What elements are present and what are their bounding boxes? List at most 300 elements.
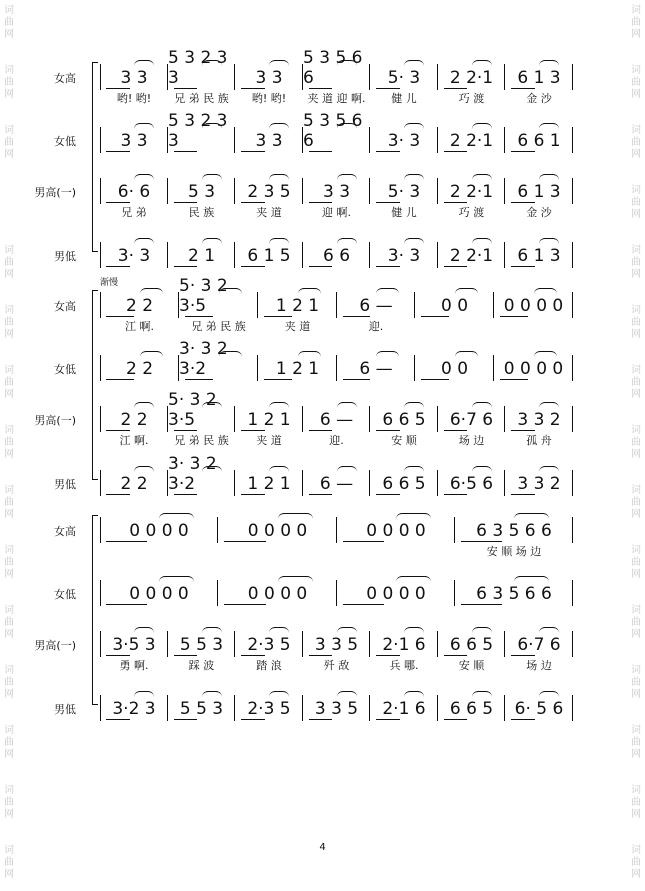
note-beam xyxy=(511,88,535,89)
note-beam xyxy=(174,430,197,431)
note-beam xyxy=(106,719,130,720)
barline xyxy=(572,292,573,318)
lyric-line: 迎. xyxy=(368,320,384,333)
note-beam xyxy=(444,430,467,431)
voice-part-label: 男高(一) xyxy=(34,186,76,199)
jianpu-notes: 2 2 xyxy=(120,474,148,494)
voice-part-label: 女高 xyxy=(54,525,76,538)
measure xyxy=(303,166,370,226)
slur-mark xyxy=(472,627,492,633)
lyric-line: 夹 道 迎 啊. xyxy=(307,92,366,105)
jianpu-notes: 1 2 1 xyxy=(275,359,320,379)
slur-mark xyxy=(404,466,424,472)
note-beam xyxy=(511,266,535,267)
slur-mark xyxy=(337,402,357,408)
watermark-group: 词 曲 网 xyxy=(4,425,14,460)
watermark-group: 词 曲 网 xyxy=(4,485,14,520)
note-beam xyxy=(421,316,449,317)
watermark-group: 词 曲 网 xyxy=(4,785,14,820)
jianpu-notes: 2 2·1 xyxy=(449,182,494,202)
watermark-group: 词 曲 网 xyxy=(631,5,641,40)
watermark-group: 词 曲 网 xyxy=(631,605,641,640)
note-beam xyxy=(106,379,134,380)
jianpu-notes: 0 0 0 0 xyxy=(247,521,308,541)
note-beam xyxy=(241,719,265,720)
jianpu-notes: 2 2 xyxy=(125,359,154,379)
note-beam xyxy=(241,655,265,656)
note-beam xyxy=(106,494,130,495)
jianpu-notes: 5 3 5 6 6 xyxy=(303,111,363,151)
note-beam xyxy=(106,202,130,203)
slur-mark xyxy=(534,288,558,294)
jianpu-notes: 3·5 3 xyxy=(112,635,156,655)
note-beam xyxy=(185,379,213,380)
note-beam xyxy=(444,655,467,656)
note-beam xyxy=(174,88,197,89)
jianpu-notes: 3 3 5 xyxy=(314,635,359,655)
lyric-line: 金 沙 xyxy=(526,206,552,219)
lyric-line: 安 顺 xyxy=(391,434,417,447)
jianpu-notes: 5· 3 2 3·5 xyxy=(179,276,228,316)
slur-mark xyxy=(539,174,559,180)
jianpu-notes: 5 3 2 3 3 xyxy=(168,48,228,88)
jianpu-notes: 6 6 5 xyxy=(382,410,426,430)
jianpu-notes: 2·1 6 xyxy=(382,699,426,719)
watermark-group: 词 曲 网 xyxy=(631,785,641,820)
barline xyxy=(572,580,573,606)
jianpu-notes: 5 3 xyxy=(187,182,216,202)
note-beam xyxy=(500,379,528,380)
slur-mark xyxy=(472,402,492,408)
measure xyxy=(235,619,303,679)
lyric-line: 兵 哪. xyxy=(389,659,419,672)
note-beam xyxy=(376,151,400,152)
jianpu-notes: 0 0 0 0 xyxy=(247,584,308,604)
barline xyxy=(572,127,573,153)
note-beam xyxy=(106,604,147,605)
note-beam xyxy=(224,604,266,605)
slur-mark xyxy=(472,238,492,244)
note-beam xyxy=(241,430,265,431)
jianpu-notes: 6 6 5 xyxy=(382,474,426,494)
note-beam xyxy=(376,655,400,656)
slur-mark xyxy=(219,288,243,294)
jianpu-notes: 6 — xyxy=(319,474,354,494)
barline xyxy=(572,470,573,496)
lyric-line: 江 啊. xyxy=(125,320,154,333)
voice-part-label: 男高(一) xyxy=(34,414,76,427)
note-beam xyxy=(106,655,130,656)
barline xyxy=(572,178,573,204)
slur-mark xyxy=(337,466,357,472)
measure xyxy=(100,619,168,679)
barline xyxy=(572,64,573,90)
watermark-group: 词 曲 网 xyxy=(631,485,641,520)
measure xyxy=(455,505,573,565)
jianpu-notes: 6 1 5 xyxy=(247,246,291,266)
note-beam xyxy=(174,494,197,495)
slur-mark xyxy=(514,576,549,582)
watermark-group: 词 曲 网 xyxy=(631,245,641,280)
slur-mark xyxy=(298,351,322,357)
note-beam xyxy=(343,316,370,317)
jianpu-notes: 6 6 1 xyxy=(517,131,561,151)
lyric-line: 江 啊. xyxy=(119,434,149,447)
measure xyxy=(235,52,303,112)
lyric-line: 哟! 哟! xyxy=(251,92,287,105)
slur-mark xyxy=(539,238,559,244)
barline xyxy=(572,355,573,381)
jianpu-notes: 3· 3 xyxy=(387,131,421,151)
voice-part-label: 女低 xyxy=(54,363,76,376)
note-beam xyxy=(106,266,130,267)
voice-part-label: 男低 xyxy=(54,703,76,716)
lyric-line: 夹 道 xyxy=(256,434,282,447)
measure xyxy=(303,394,370,454)
jianpu-notes: 3 3 xyxy=(322,182,351,202)
note-beam xyxy=(444,494,467,495)
jianpu-notes: 2 2·1 xyxy=(449,68,494,88)
slur-mark xyxy=(455,351,479,357)
note-beam xyxy=(376,88,400,89)
watermark-group: 词 曲 网 xyxy=(631,425,641,460)
measure xyxy=(505,52,573,112)
measure xyxy=(438,683,505,743)
note-beam xyxy=(343,604,384,605)
measure xyxy=(235,394,303,454)
jianpu-notes: 3 3 2 xyxy=(517,474,561,494)
slur-mark xyxy=(539,691,559,697)
jianpu-notes: 5 5 3 xyxy=(179,699,224,719)
jianpu-notes: 5 3 5 6 6 xyxy=(303,48,363,88)
note-beam xyxy=(309,719,332,720)
slur-mark xyxy=(134,60,154,66)
slur-mark xyxy=(202,691,222,697)
note-beam xyxy=(106,88,130,89)
jianpu-notes: 2 2·1 xyxy=(449,131,494,151)
note-beam xyxy=(309,88,332,89)
note-beam xyxy=(444,719,467,720)
jianpu-notes: 6·7 6 xyxy=(517,635,561,655)
lyric-line: 民 族 xyxy=(188,206,215,219)
jianpu-notes: 6 1 3 xyxy=(517,182,561,202)
slur-mark xyxy=(202,60,222,66)
note-beam xyxy=(174,655,197,656)
slur-mark xyxy=(376,351,399,357)
measure xyxy=(438,52,505,112)
lyric-line: 勇 啊. xyxy=(119,659,149,672)
watermark-group: 词 曲 网 xyxy=(631,725,641,760)
watermark-group: 词 曲 网 xyxy=(631,65,641,100)
jianpu-notes: 6 3 5 6 6 xyxy=(476,521,552,541)
jianpu-notes: 3· 3 2 3·2 xyxy=(168,454,217,494)
jianpu-notes: 6 — xyxy=(359,296,393,316)
note-beam xyxy=(106,430,130,431)
slur-mark xyxy=(202,238,222,244)
measure xyxy=(438,394,505,454)
lyric-line: 巧 渡 xyxy=(458,206,485,219)
slur-mark xyxy=(140,288,164,294)
jianpu-notes: 6 1 3 xyxy=(517,246,561,266)
note-beam xyxy=(224,541,266,542)
note-beam xyxy=(444,202,467,203)
slur-mark xyxy=(202,627,222,633)
slur-mark xyxy=(404,402,424,408)
jianpu-notes: 6· 6 xyxy=(117,182,151,202)
slur-mark xyxy=(269,691,289,697)
barline xyxy=(572,406,573,432)
slur-mark xyxy=(159,576,194,582)
watermark-group: 词 曲 网 xyxy=(4,125,14,160)
note-beam xyxy=(185,316,213,317)
lyric-line: 兄 弟 民 族 xyxy=(191,320,246,333)
jianpu-notes: 2·3 5 xyxy=(247,699,291,719)
slur-mark xyxy=(269,60,289,66)
measure xyxy=(415,280,494,340)
measure xyxy=(370,619,438,679)
measure xyxy=(100,505,218,565)
jianpu-notes: 1 2 1 xyxy=(247,474,291,494)
slur-mark xyxy=(269,238,289,244)
slur-mark xyxy=(140,351,164,357)
note-beam xyxy=(264,379,292,380)
slur-mark xyxy=(134,691,154,697)
note-beam xyxy=(174,202,197,203)
note-beam xyxy=(174,266,197,267)
measure xyxy=(100,280,179,340)
watermark-group: 词 曲 网 xyxy=(4,665,14,700)
voice-part xyxy=(0,683,645,743)
jianpu-notes: 5· 3 xyxy=(387,68,421,88)
lyric-line: 兄 弟 民 族 xyxy=(174,92,229,105)
lyric-line: 哟! 哟! xyxy=(116,92,152,105)
lyric-line: 兄 弟 民 族 xyxy=(174,434,229,447)
slur-mark xyxy=(404,174,424,180)
slur-mark xyxy=(269,627,289,633)
note-beam xyxy=(309,494,332,495)
slur-mark xyxy=(337,238,357,244)
note-beam xyxy=(511,719,535,720)
slur-mark xyxy=(159,513,194,519)
jianpu-notes: 3 3 xyxy=(120,68,148,88)
jianpu-notes: 6 6 5 xyxy=(449,699,494,719)
note-beam xyxy=(343,541,384,542)
lyric-line: 巧 渡 xyxy=(458,92,485,105)
measure xyxy=(303,48,370,112)
jianpu-notes: 3 3 5 xyxy=(314,699,359,719)
score-system xyxy=(0,505,645,719)
measure xyxy=(438,619,505,679)
score-system xyxy=(0,276,645,494)
barline xyxy=(572,631,573,657)
jianpu-notes: 0 0 0 0 xyxy=(129,521,189,541)
jianpu-notes: 6 — xyxy=(319,410,354,430)
jianpu-notes: 5 5 3 xyxy=(179,635,224,655)
note-beam xyxy=(241,151,265,152)
voice-part-label: 女高 xyxy=(54,300,76,313)
page-number: 4 xyxy=(319,842,326,853)
note-beam xyxy=(376,494,400,495)
note-beam xyxy=(444,88,467,89)
measure xyxy=(100,52,168,112)
measure xyxy=(505,394,573,454)
slur-mark xyxy=(376,288,399,294)
jianpu-notes: 5· 3 xyxy=(387,182,421,202)
measure xyxy=(168,390,235,454)
measure xyxy=(218,505,337,565)
voice-part-label: 男低 xyxy=(54,478,76,491)
watermark-group: 词 曲 网 xyxy=(4,245,14,280)
jianpu-notes: 2 3 5 xyxy=(247,182,291,202)
jianpu-notes: 2 2·1 xyxy=(449,246,494,266)
jianpu-notes: 6·7 6 xyxy=(449,410,494,430)
measure xyxy=(370,166,438,226)
jianpu-notes: 2 1 xyxy=(187,246,216,266)
note-beam xyxy=(511,202,535,203)
measure xyxy=(100,394,168,454)
jianpu-notes: 3 3 xyxy=(255,131,283,151)
note-beam xyxy=(511,655,535,656)
voice-part xyxy=(0,166,645,226)
slur-mark xyxy=(269,174,289,180)
note-beam xyxy=(106,541,147,542)
watermark-group: 词 曲 网 xyxy=(4,545,14,580)
watermark-group: 词 曲 网 xyxy=(631,365,641,400)
jianpu-notes: 1 2 1 xyxy=(247,410,291,430)
note-beam xyxy=(106,316,134,317)
barline xyxy=(572,695,573,721)
jianpu-notes: 0 0 0 0 xyxy=(503,296,564,316)
measure xyxy=(505,619,573,679)
lyric-line: 安 顺 xyxy=(458,659,485,672)
barline xyxy=(572,517,573,543)
jianpu-notes: 0 0 0 0 xyxy=(366,584,426,604)
note-beam xyxy=(461,541,502,542)
jianpu-notes: 6 3 5 6 6 xyxy=(476,584,552,604)
lyric-line: 健 儿 xyxy=(391,206,417,219)
note-beam xyxy=(241,266,265,267)
note-beam xyxy=(511,151,535,152)
note-beam xyxy=(241,494,265,495)
jianpu-notes: 2 2 xyxy=(125,296,154,316)
jianpu-notes: 2·1 6 xyxy=(382,635,426,655)
note-beam xyxy=(444,266,467,267)
jianpu-notes: 0 0 xyxy=(440,359,469,379)
watermark-group: 词 曲 网 xyxy=(4,365,14,400)
slur-mark xyxy=(534,351,558,357)
jianpu-notes: 3· 3 2 3·2 xyxy=(179,339,228,379)
slur-mark xyxy=(539,627,559,633)
lyric-line: 迎. xyxy=(329,434,344,447)
slur-mark xyxy=(472,691,492,697)
jianpu-notes: 6·5 6 xyxy=(449,474,494,494)
measure xyxy=(303,683,370,743)
jianpu-notes: 0 0 0 0 xyxy=(129,584,189,604)
lyric-line: 歼 敌 xyxy=(323,659,350,672)
note-beam xyxy=(461,604,502,605)
slur-mark xyxy=(404,691,424,697)
slur-mark xyxy=(298,288,322,294)
slur-mark xyxy=(539,123,559,129)
note-beam xyxy=(106,151,130,152)
measure xyxy=(337,280,415,340)
slur-mark xyxy=(396,576,431,582)
jianpu-notes: 2·3 5 xyxy=(247,635,291,655)
watermark-group: 词 曲 网 xyxy=(631,665,641,700)
watermark-group: 词 曲 网 xyxy=(4,605,14,640)
jianpu-notes: 2 2 xyxy=(120,410,148,430)
slur-mark xyxy=(472,60,492,66)
measure xyxy=(370,683,438,743)
voice-part xyxy=(0,276,645,340)
measure xyxy=(235,166,303,226)
watermark-group: 词 曲 网 xyxy=(631,305,641,340)
lyric-line: 孤 舟 xyxy=(526,434,552,447)
slur-mark xyxy=(539,402,559,408)
slur-mark xyxy=(539,466,559,472)
measure xyxy=(370,52,438,112)
measure xyxy=(438,166,505,226)
lyric-line: 踩 波 xyxy=(188,659,215,672)
jianpu-notes: 3·2 3 xyxy=(112,699,156,719)
slur-mark xyxy=(404,123,424,129)
slur-mark xyxy=(404,627,424,633)
measure xyxy=(168,48,235,112)
watermark-group: 词 曲 网 xyxy=(631,545,641,580)
watermark-group: 词 曲 网 xyxy=(4,725,14,760)
jianpu-notes: 6 6 5 xyxy=(449,635,494,655)
slur-mark xyxy=(472,174,492,180)
lyric-line: 迎 啊. xyxy=(322,206,351,219)
jianpu-notes: 3 3 2 xyxy=(517,410,561,430)
note-beam xyxy=(309,655,332,656)
note-beam xyxy=(376,719,400,720)
watermark-group: 词 曲 网 xyxy=(4,305,14,340)
measure xyxy=(303,619,370,679)
note-beam xyxy=(511,430,535,431)
jianpu-notes: 0 0 0 0 xyxy=(366,521,426,541)
slur-mark xyxy=(404,238,424,244)
measure xyxy=(179,276,258,340)
slur-mark xyxy=(396,513,431,519)
measure xyxy=(168,683,235,743)
note-beam xyxy=(376,266,400,267)
jianpu-notes: 1 2 1 xyxy=(275,296,320,316)
voice-part-label: 男高(一) xyxy=(34,639,76,652)
measure xyxy=(258,280,337,340)
measure xyxy=(370,394,438,454)
voice-part-label: 女低 xyxy=(54,588,76,601)
note-beam xyxy=(264,316,292,317)
slur-mark xyxy=(202,466,222,472)
jianpu-notes: 5 3 2 3 3 xyxy=(168,111,228,151)
barline xyxy=(572,242,573,268)
voice-part-label: 男低 xyxy=(54,250,76,263)
slur-mark xyxy=(337,691,357,697)
voice-part xyxy=(0,390,645,454)
lyric-line: 踏 浪 xyxy=(256,659,282,672)
slur-mark xyxy=(134,123,154,129)
note-beam xyxy=(174,719,197,720)
voice-part-label: 女高 xyxy=(54,72,76,85)
tempo-annotation: 渐慢 xyxy=(100,278,119,288)
jianpu-notes: 3· 3 xyxy=(117,246,151,266)
jianpu-notes: 6 1 3 xyxy=(517,68,561,88)
slur-mark xyxy=(202,123,222,129)
watermark-group: 词 曲 网 xyxy=(631,125,641,160)
note-beam xyxy=(309,266,332,267)
slur-mark xyxy=(134,627,154,633)
